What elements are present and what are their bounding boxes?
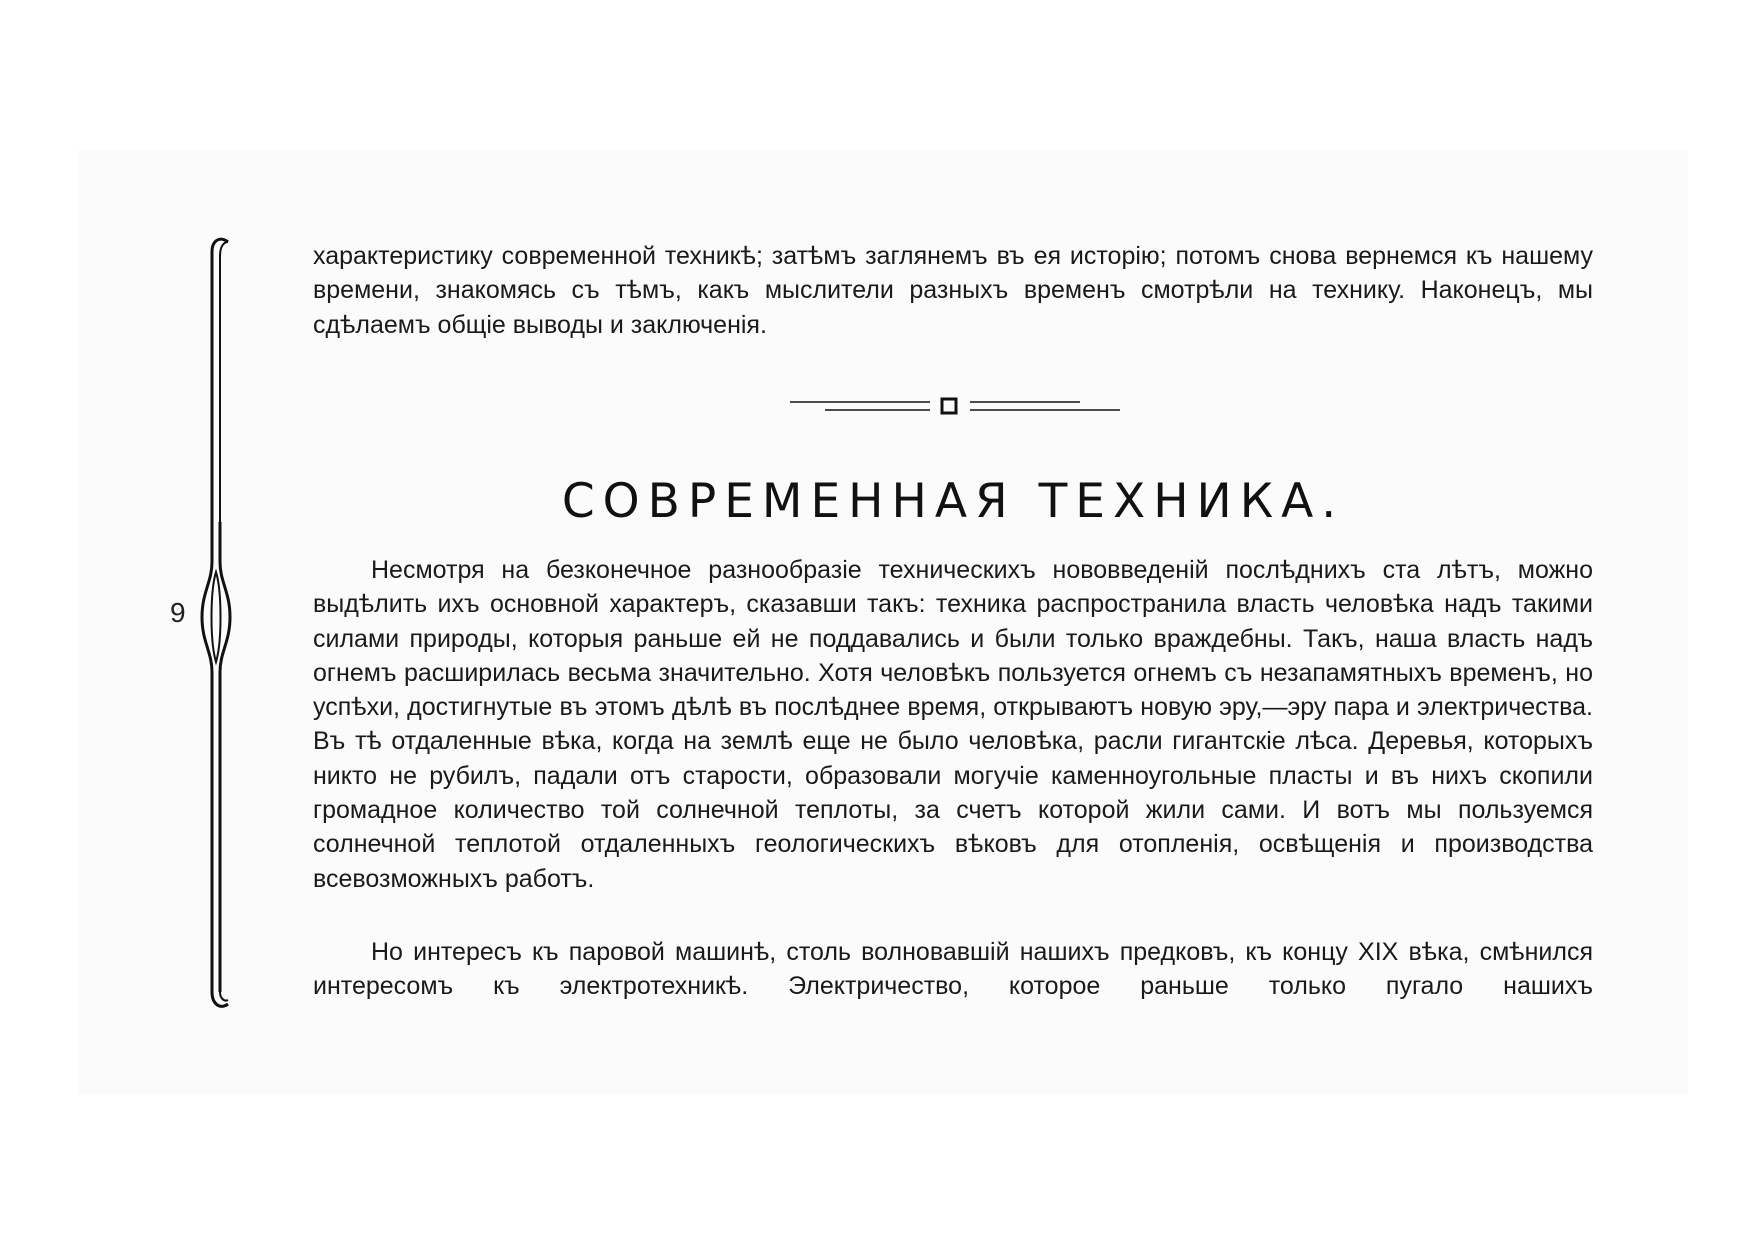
body-paragraph-1 (313, 553, 1593, 896)
margin-ornament-icon (200, 232, 250, 1012)
page-number: 9 (170, 597, 186, 628)
section-title: СОВРЕМЕННАЯ ТЕХНИКА. (561, 474, 1345, 529)
body-paragraph-2 (313, 935, 1593, 1004)
section-divider-icon (790, 396, 1120, 418)
intro-paragraph-text: характеристику современной техникѣ; затѣмъ заглянемъ въ ея исторію; потомъ снова вернемся къ нашему времени, знакомясь съ тѣмъ, какъ мыслители разныхъ временъ смотрѣли на технику. Наконецъ, мы сдѣлаемъ общіе выводы и заключенія. (313, 242, 1593, 339)
body-paragraph-1-text: Несмотря на безконечное разнообразіе техническихъ нововведеній послѣднихъ ста лѣтъ, можно выдѣлить ихъ основной характеръ, сказавши такъ: техника распространила власть человѣка надъ такими силами природы, которыя раньше ей не поддавались и были только враждебны. Такъ, наша власть надъ огнемъ расширилась весьма значительно. Хотя человѣкъ пользуется огнемъ съ незапамятныхъ временъ, но успѣхи, достигнутые въ этомъ дѣлѣ въ послѣднее время, открываютъ новую эру,—эру пара и электричества. Въ тѣ отдаленные вѣка, когда на землѣ еще не было человѣка, расли гигантскіе лѣса. Деревья, которыхъ никто не рубилъ, падали отъ старости, образовали могучіе каменноугольные пласты и въ нихъ скопили громадное количество той солнечной теплоты, за счетъ которой жили сами. И вотъ мы пользуемся солнечной теплотой отдаленныхъ геологическихъ вѣковъ для отопленія, освѣщенія и производства всевозможныхъ работъ. (313, 556, 1593, 893)
body-paragraph-2-text: Но интересъ къ паровой машинѣ, столь волновавшій нашихъ предковъ, къ концу XIX вѣка, смѣнился интересомъ къ электротехникѣ. Электричество, которое раньше только пугало нашихъ (313, 938, 1593, 1001)
intro-paragraph (313, 239, 1593, 342)
